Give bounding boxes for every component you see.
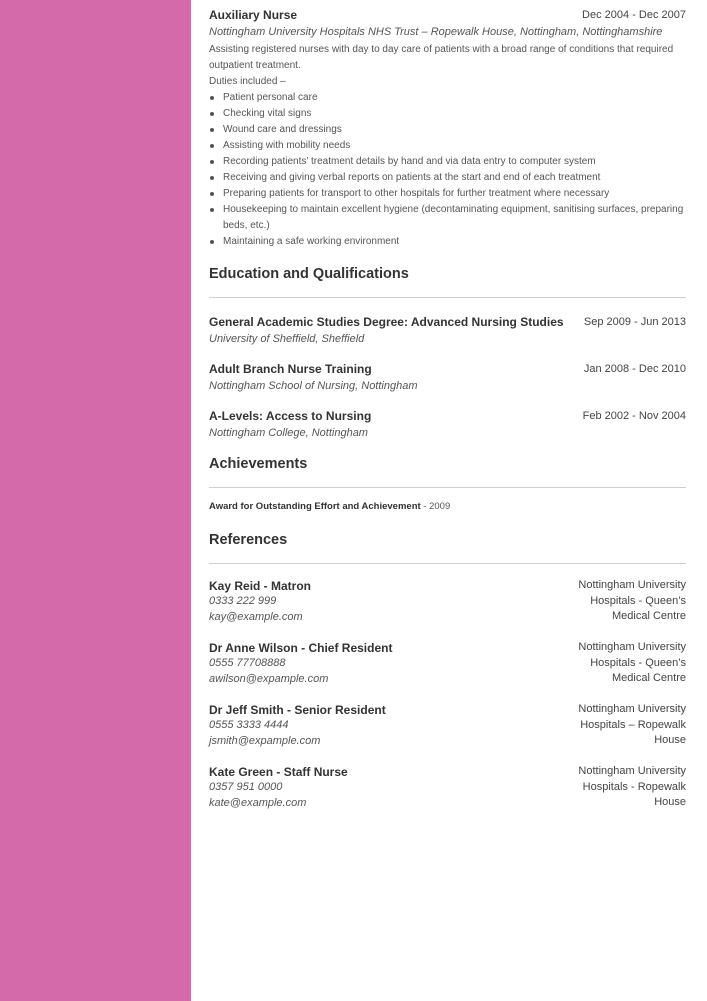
bullet-icon — [210, 128, 214, 132]
resume-main — [209, 0, 686, 811]
reference-name: Dr Jeff Smith - Senior Resident — [209, 703, 386, 717]
bullet-icon — [210, 160, 214, 164]
references-section — [209, 531, 686, 811]
achievements-section — [209, 455, 686, 514]
reference-email: awilson@expample.com — [209, 672, 329, 685]
bullet-icon — [210, 112, 214, 116]
job-dates: Dec 2004 - Dec 2007 — [582, 9, 686, 21]
list-item: Preparing patients for transport to other hospitals for further treatment where necessary — [209, 186, 686, 202]
education-title: Adult Branch Nurse Training — [209, 362, 372, 376]
list-item: Maintaining a safe working environment — [209, 234, 686, 250]
education-institution: Nottingham School of Nursing, Nottingham — [209, 380, 418, 392]
reference-item — [209, 640, 686, 687]
reference-name: Kay Reid - Matron — [209, 579, 312, 593]
list-item: Receiving and giving verbal reports on patients at the start and end of each treatment — [209, 170, 686, 186]
list-item: Wound care and dressings — [209, 122, 686, 138]
achievement-title: Award for Outstanding Effort and Achievement — [209, 501, 421, 512]
job-entry — [209, 0, 686, 250]
bullet-icon — [210, 208, 214, 212]
section-heading-education: Education and Qualifications — [209, 265, 686, 298]
list-item: Checking vital signs — [209, 106, 686, 122]
reference-item — [209, 764, 686, 811]
section-heading-references: References — [209, 531, 686, 564]
job-employer: Nottingham University Hospitals NHS Trust – Ropewalk House, Nottingham, Nottinghamshire — [209, 26, 663, 38]
reference-email: kay@example.com — [209, 610, 303, 623]
reference-phone: 0333 222 999 — [209, 595, 277, 607]
achievement-item — [209, 500, 686, 514]
sidebar-panel — [0, 0, 191, 1001]
education-dates: Jan 2008 - Dec 2010 — [583, 363, 686, 375]
list-item: Assisting with mobility needs — [209, 138, 686, 154]
reference-email: kate@example.com — [209, 796, 307, 809]
reference-organisation: Nottingham University Hospitals - Queen’s Medical Centre — [578, 579, 686, 622]
list-item: Housekeeping to maintain excellent hygiene (decontaminating equipment, sanitising surfaces, preparing beds, etc.) — [209, 202, 686, 234]
reference-phone: 0555 3333 4444 — [209, 719, 289, 731]
reference-phone: 0357 951 0000 — [209, 781, 283, 793]
education-dates: Feb 2002 - Nov 2004 — [582, 410, 686, 422]
reference-email: jsmith@expample.com — [209, 734, 321, 747]
job-description: Assisting registered nurses with day to day care of patients with a broad range of conditions that required outpatient treatment. — [209, 44, 674, 71]
bullet-icon — [210, 144, 214, 148]
achievement-year: - 2009 — [420, 501, 451, 512]
reference-name: Kate Green - Staff Nurse — [209, 765, 348, 779]
bullet-icon — [210, 176, 214, 180]
reference-phone: 0555 77708888 — [209, 657, 286, 669]
reference-organisation: Nottingham University Hospitals – Ropewalk House — [578, 703, 686, 746]
reference-name: Dr Anne Wilson - Chief Resident — [209, 641, 393, 655]
list-item: Patient personal care — [209, 90, 686, 106]
bullet-icon — [210, 192, 214, 196]
education-dates: Sep 2009 - Jun 2013 — [583, 316, 686, 328]
bullet-icon — [210, 240, 214, 244]
duties-intro: Duties included – — [209, 76, 286, 87]
education-section — [209, 265, 686, 440]
bullet-icon — [210, 96, 214, 100]
reference-organisation: Nottingham University Hospitals - Ropewalk House — [578, 765, 686, 808]
reference-organisation: Nottingham University Hospitals - Queen’s Medical Centre — [578, 641, 686, 684]
education-institution: University of Sheffield, Sheffield — [209, 333, 365, 345]
education-item — [209, 408, 686, 440]
duties-list — [209, 90, 686, 250]
reference-item — [209, 578, 686, 625]
education-item — [209, 361, 686, 393]
list-item: Recording patients’ treatment details by hand and via data entry to computer system — [209, 154, 686, 170]
education-title: General Academic Studies Degree: Advanced Nursing Studies — [209, 315, 564, 329]
education-item — [209, 314, 686, 346]
job-header — [209, 7, 686, 23]
education-title: A-Levels: Access to Nursing — [209, 409, 372, 423]
reference-item — [209, 702, 686, 749]
job-title: Auxiliary Nurse — [209, 8, 298, 22]
education-institution: Nottingham College, Nottingham — [209, 427, 368, 439]
section-heading-achievements: Achievements — [209, 455, 686, 488]
